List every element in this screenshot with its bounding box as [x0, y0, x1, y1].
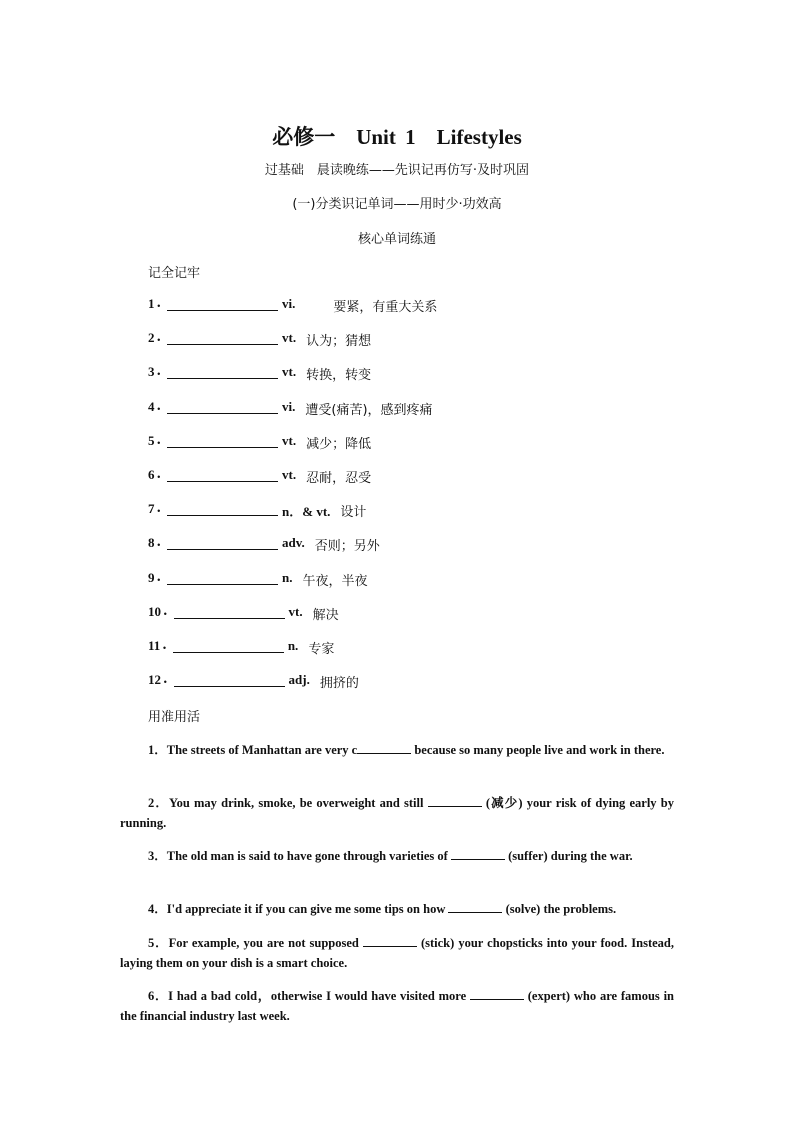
exercise-text-after: because so many people live and work in there. — [411, 743, 665, 757]
vocab-item: 1 . vi. 要紧，有重大关系 — [148, 296, 438, 315]
vocab-blank[interactable] — [174, 672, 285, 687]
vocab-blank[interactable] — [167, 296, 278, 311]
vocab-number: 7 — [148, 501, 155, 517]
vocab-meaning: 专家 — [308, 641, 335, 657]
vocab-pos: n．& vt. — [282, 504, 331, 520]
exercise-item: 3．The old man is said to have gone through varieties of (suffer) during the war. — [148, 849, 633, 863]
page-title: 必修一 Unit 1 Lifestyles — [272, 125, 522, 149]
vocab-item: 12 . adj. 拥挤的 — [148, 672, 359, 692]
exercise-item: 5．For example, you are not supposed (stick) your chopsticks into your food. Instead, laying them on your dish is a smart choice. — [120, 936, 674, 970]
vocab-meaning: 否则；另外 — [314, 539, 380, 555]
vocab-number: 1 — [148, 296, 155, 311]
exercise-number: 4 — [148, 902, 155, 916]
vocab-blank[interactable] — [167, 467, 278, 482]
exercise-text-before: You may drink, smoke, be overweight and still — [168, 796, 428, 810]
vocab-item: 3 . vt. 转换，转变 — [148, 364, 372, 384]
vocab-pos: adj. — [288, 672, 310, 688]
vocab-number: 12 — [148, 672, 161, 688]
exercise-text-before: The streets of Manhattan are very c — [166, 743, 358, 757]
vocab-pos: n. — [287, 637, 299, 653]
exercise-text-after: (suffer) during the war. — [504, 849, 633, 863]
vocab-meaning: 设计 — [340, 505, 367, 521]
exercise-blank[interactable] — [451, 847, 505, 860]
vocab-meaning: 拥挤的 — [319, 676, 359, 692]
vocab-blank[interactable] — [167, 570, 278, 585]
exercise-blank[interactable] — [448, 900, 502, 913]
vocab-pos: adv. — [282, 535, 305, 551]
exercise-item: 2．You may drink, smoke, be overweight and still (减少) your risk of dying early by running. — [120, 796, 674, 830]
vocab-blank[interactable] — [167, 433, 278, 448]
vocab-item: 6 . vt. 忍耐，忍受 — [148, 466, 372, 486]
vocab-item: 8 . adv. 否则；另外 — [148, 535, 380, 555]
vocab-meaning: 解决 — [312, 607, 339, 623]
exercise-text-after: (solve) the problems. — [502, 902, 617, 916]
vocab-pos: vt. — [282, 364, 297, 380]
vocab-number: 8 — [148, 535, 155, 551]
vocab-pos: n. — [282, 569, 293, 585]
exercise-blank[interactable] — [357, 741, 411, 754]
vocab-blank[interactable] — [167, 364, 278, 379]
vocab-pos: vi. — [282, 296, 296, 311]
vocab-pos: vt. — [282, 466, 297, 482]
vocab-item: 9 . n. 午夜，半夜 — [148, 569, 368, 589]
exercise-text-before: I'd appreciate it if you can give me some tips on how — [166, 902, 449, 916]
vocab-meaning: 午夜，半夜 — [302, 573, 368, 589]
vocab-blank[interactable] — [167, 535, 278, 550]
exercise-text-after: (stick) your chopsticks into your food. Instead, laying them on your dish is a smart choice. — [120, 936, 674, 970]
vocab-blank[interactable] — [167, 501, 278, 516]
vocab-number: 4 — [148, 398, 155, 414]
vocab-number: 10 — [148, 603, 161, 619]
vocab-list — [148, 296, 708, 706]
section-label-memorize: 记全记牢 — [148, 266, 201, 281]
vocab-blank[interactable] — [167, 330, 278, 345]
vocab-number: 2 — [148, 330, 155, 346]
exercise-item: 6．I had a bad cold，otherwise I would have visited more (expert) who are famous in the financial industry last week. — [120, 989, 674, 1023]
vocab-meaning: 忍耐，忍受 — [306, 470, 372, 486]
exercise-number: 3 — [148, 849, 155, 863]
vocab-item: 2 . vt. 认为；猜想 — [148, 330, 372, 350]
vocab-meaning: 认为；猜想 — [306, 334, 372, 350]
vocab-number: 11 — [148, 637, 161, 653]
subtitle-practice: 过基础 晨读晚练——先识记再仿写·及时巩固 — [264, 163, 530, 178]
vocab-pos: vt. — [288, 603, 303, 619]
section-label-apply: 用准用活 — [148, 710, 201, 725]
exercise-blank[interactable] — [363, 934, 417, 947]
subtitle-core-words: 核心单词练通 — [357, 232, 436, 247]
vocab-item: 4 . vi. 遭受(痛苦)，感到疼痛 — [148, 398, 433, 418]
exercise-text-before: For example, you are not supposed — [168, 936, 363, 950]
vocab-number: 5 — [148, 432, 155, 448]
exercise-item: 1．The streets of Manhattan are very c because so many people live and work in there. — [148, 743, 665, 757]
exercise-number: 2 — [148, 796, 155, 810]
vocab-blank[interactable] — [173, 638, 284, 653]
subtitle-vocab-category: (一)分类识记单词——用时少·功效高 — [292, 197, 502, 212]
vocab-blank[interactable] — [167, 399, 278, 414]
vocab-meaning: 转换，转变 — [306, 368, 372, 384]
vocab-number: 6 — [148, 466, 155, 482]
vocab-item: 7 . n．& vt. 设计 — [148, 501, 367, 521]
vocab-number: 9 — [148, 569, 155, 585]
vocab-number: 3 — [148, 364, 155, 380]
exercise-text-after: (expert) who are famous in the financial industry last week. — [120, 989, 674, 1023]
exercise-text-before: I had a bad cold，otherwise I would have visited more — [168, 989, 470, 1003]
exercise-number: 1 — [148, 743, 155, 757]
exercise-text-after: (减少) your risk of dying early by running. — [120, 796, 674, 830]
vocab-meaning: 遭受(痛苦)，感到疼痛 — [305, 402, 433, 418]
vocab-blank[interactable] — [174, 604, 285, 619]
exercise-text-before: The old man is said to have gone through varieties of — [166, 849, 451, 863]
vocab-item: 11 . n. 专家 — [148, 637, 335, 657]
vocab-pos: vt. — [282, 330, 297, 346]
exercise-blank[interactable] — [428, 794, 482, 807]
vocab-pos: vt. — [282, 432, 297, 448]
exercise-number: 5 — [148, 936, 155, 950]
vocab-item: 10 . vt. 解决 — [148, 603, 339, 623]
vocab-pos: vi. — [282, 398, 296, 414]
exercise-item: 4．I'd appreciate it if you can give me some tips on how (solve) the problems. — [148, 902, 617, 916]
vocab-meaning: 减少；降低 — [306, 436, 372, 452]
exercise-number: 6 — [148, 989, 155, 1003]
exercise-blank[interactable] — [470, 987, 524, 1000]
vocab-meaning: 要紧，有重大关系 — [333, 300, 438, 315]
vocab-item: 5 . vt. 减少；降低 — [148, 432, 372, 452]
